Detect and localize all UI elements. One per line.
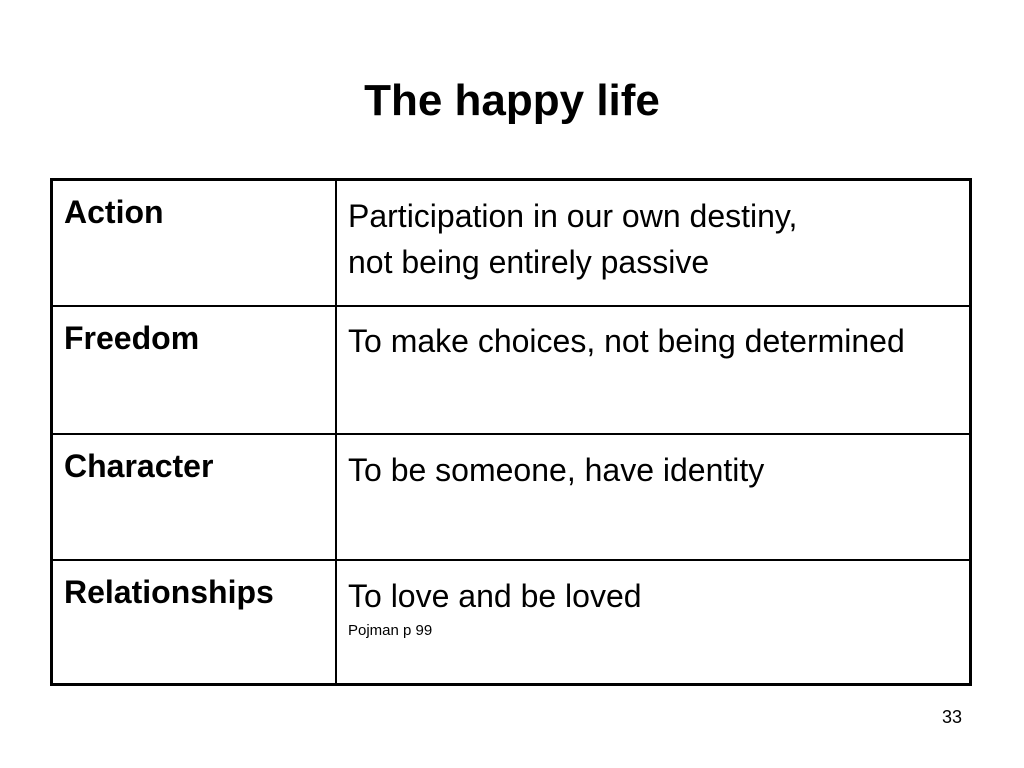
description-line: Participation in our own destiny, xyxy=(348,198,798,234)
table-row xyxy=(53,435,969,561)
table-row xyxy=(53,181,969,307)
slide-title: The happy life xyxy=(364,76,660,125)
row-label-freedom: Freedom xyxy=(53,307,337,433)
description-line: not being entirely passive xyxy=(348,244,710,280)
concept-table xyxy=(50,178,972,686)
description-text: To make choices, not being determined xyxy=(348,323,905,359)
row-label-relationships: Relationships xyxy=(53,561,337,683)
row-label-character: Character xyxy=(53,435,337,559)
citation: Pojman p 99 xyxy=(348,622,433,639)
row-description-freedom xyxy=(337,307,969,433)
page-number: 33 xyxy=(941,707,962,727)
row-description-character xyxy=(337,435,969,559)
table-row xyxy=(53,307,969,435)
description-text: To love and be loved xyxy=(348,578,642,614)
row-description-action xyxy=(337,181,969,305)
description-text: To be someone, have identity xyxy=(348,452,765,488)
table-row xyxy=(53,561,969,683)
row-description-relationships xyxy=(337,561,969,683)
row-label-action: Action xyxy=(53,181,337,305)
